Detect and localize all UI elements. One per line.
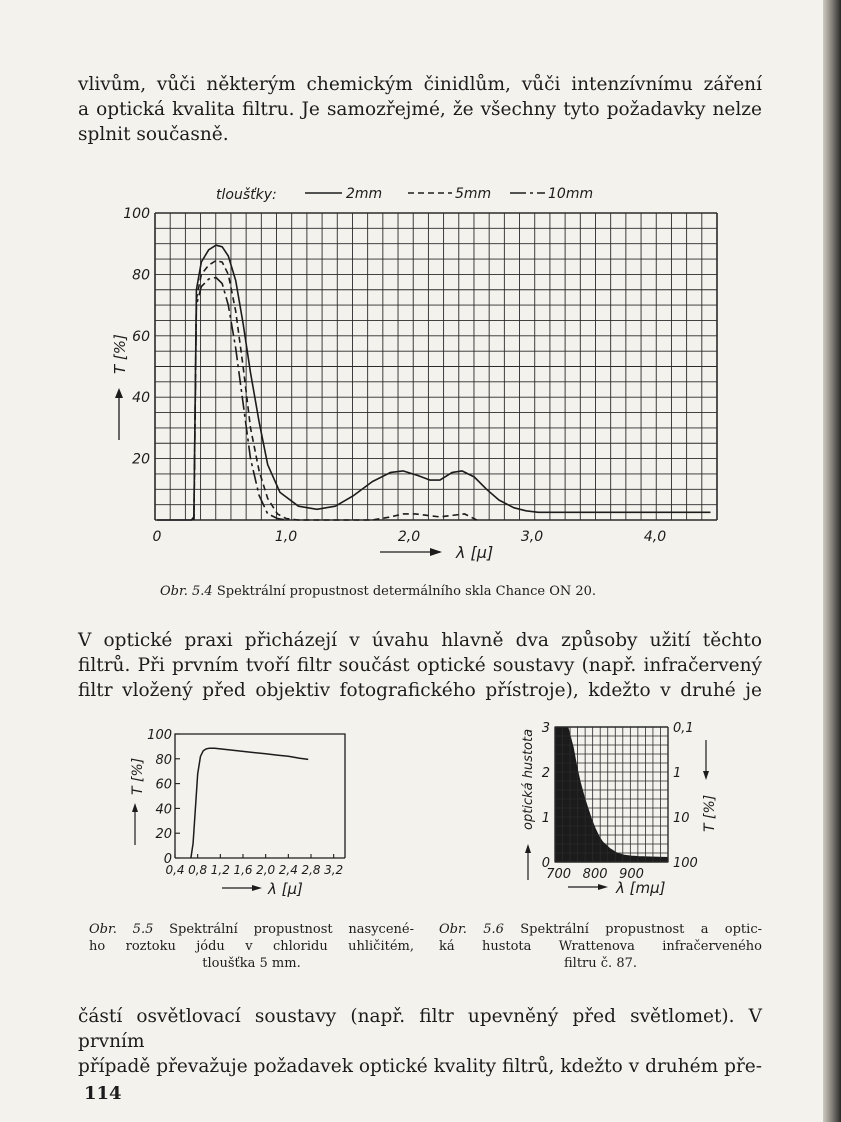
y-tick-label: 80: [132, 267, 150, 284]
x-tick-label: 1,0: [274, 529, 298, 545]
paragraph-top: [78, 72, 762, 147]
x-tick-label: 2,4: [278, 863, 298, 877]
x-tick-label: 0,8: [188, 863, 208, 877]
caption-label: Obr. 5.5: [89, 922, 154, 937]
x-tick-label: 800: [582, 867, 608, 882]
x-tick-label: 900: [619, 867, 644, 882]
series-line-5mm: [191, 748, 308, 858]
x-axis-arrow-head: [252, 885, 262, 891]
y-tick-label: 40: [132, 390, 150, 407]
x-tick-label: 1,2: [210, 863, 230, 877]
figure-5-6-chart: [505, 714, 730, 910]
x-axis-arrow-head: [430, 548, 442, 556]
x-tick-label: 2,0: [256, 863, 276, 877]
x-tick-labels: [165, 863, 343, 877]
page-number: 114: [84, 1083, 122, 1104]
caption-line: ká hustota Wrattenova infračerveného: [439, 939, 762, 954]
right-tick-label: 100: [673, 856, 698, 871]
x-tick-label: 0,4: [165, 863, 185, 877]
series-line-10mm: [194, 278, 286, 521]
left-tick-label: 2: [541, 766, 550, 781]
legend-label-2mm: 2mm: [346, 186, 383, 202]
text-line: splnit současně.: [78, 124, 229, 145]
right-tick-label: 0,1: [673, 721, 694, 736]
caption-line: filtru č. 87.: [564, 956, 637, 971]
x-tick-label: 3,2: [324, 863, 344, 877]
density-area-fill: [555, 727, 668, 862]
y-tick-label: 100: [147, 728, 172, 743]
x-tick-label: 700: [546, 867, 572, 882]
x-axis-label: λ [mμ]: [616, 879, 666, 897]
y-tick-label: 60: [132, 328, 150, 345]
paragraph-bottom: [78, 1004, 762, 1079]
y-tick-labels: [147, 728, 172, 867]
text-line: filtr vložený před objektiv fotografického přístroje), kdežto v druhé je: [78, 680, 762, 701]
caption-label: Obr. 5.4: [160, 584, 213, 599]
left-tick-label: 1: [541, 811, 550, 826]
x-axis-label: λ [μ]: [268, 880, 303, 898]
y-tick-label: 80: [155, 752, 172, 768]
left-tick-label: 3: [541, 721, 550, 736]
legend-label-10mm: 10mm: [548, 186, 594, 202]
y-axis-label: T [%]: [130, 757, 146, 795]
x-tick-label: 2,0: [397, 529, 421, 545]
x-tick-label: 4,0: [643, 529, 667, 545]
text-line: případě převažuje požadavek optické kvality filtrů, kdežto v druhém pře-: [78, 1056, 762, 1077]
x-tick-label: 3,0: [520, 529, 544, 545]
right-axis-arrow-head: [703, 771, 709, 780]
x-tick-label: 0: [152, 529, 162, 545]
paragraph-middle: [78, 628, 762, 703]
right-axis-label: T [%]: [702, 794, 718, 832]
x-axis-label: λ [μ]: [456, 543, 494, 562]
left-axis-arrow-head: [525, 844, 531, 853]
text-line: částí osvětlovací soustavy (např. filtr upevněný před světlomet). V prvním: [78, 1006, 762, 1052]
text-line: a optická kvalita filtru. Je samozřejmé, že všechny tyto požadavky nelze: [78, 99, 762, 120]
text-line: V optické praxi přicházejí v úvahu hlavně dva způsoby užití těchto: [78, 630, 762, 651]
x-tick-label: 1,6: [233, 863, 253, 877]
figure-5-5-chart: [110, 720, 370, 905]
y-axis-label: T [%]: [111, 334, 129, 374]
legend-label-5mm: 5mm: [455, 186, 492, 202]
y-axis-arrow-head: [115, 388, 123, 398]
x-tick-labels: [153, 529, 667, 545]
caption-line: Spektrální propustnost a optic-: [520, 922, 762, 937]
text-line: filtrů. Při prvním tvoří filtr součást optické soustavy (např. infračervený: [78, 655, 762, 676]
left-tick-labels: [542, 721, 550, 871]
y-tick-label: 20: [132, 451, 150, 468]
left-tick-label: 0: [541, 856, 550, 871]
x-tick-label: 2,8: [301, 863, 321, 877]
text-line: vlivům, vůči některým chemickým činidlům, vůči intenzívnímu záření: [78, 74, 762, 95]
caption-fig-5-5: [89, 921, 414, 972]
y-tick-label: 100: [123, 206, 150, 222]
series-lines: [191, 748, 308, 858]
right-tick-label: 10: [673, 811, 690, 826]
caption-line: ho roztoku jódu v chloridu uhličitém,: [89, 939, 414, 954]
density-area: [555, 727, 668, 862]
right-tick-label: 1: [673, 766, 682, 781]
caption-label: Obr. 5.6: [439, 922, 504, 937]
right-tick-labels: [673, 721, 698, 871]
y-tick-label: 20: [155, 827, 172, 843]
series-lines: [157, 245, 711, 520]
caption-text: Spektrální propustnost determálního skla Chance ON 20.: [216, 584, 597, 599]
y-axis-arrow-head: [132, 803, 138, 812]
figure-5-4-chart: [100, 176, 740, 571]
y-tick-label: 0: [163, 852, 172, 867]
y-tick-label: 60: [155, 777, 172, 793]
caption-fig-5-6: [439, 921, 762, 972]
caption-fig-5-4: [160, 583, 720, 600]
y-tick-label: 40: [155, 802, 172, 818]
x-axis-arrow-head: [598, 884, 608, 890]
book-spine-edge: [823, 0, 841, 1122]
caption-line: Spektrální propustnost nasycené-: [169, 922, 414, 937]
grid: [155, 213, 717, 520]
caption-line: tloušťka 5 mm.: [202, 956, 301, 971]
series-line-5mm: [194, 261, 477, 520]
legend-title: tloušťky:: [216, 187, 277, 203]
left-axis-label: optická hustota: [521, 728, 536, 830]
